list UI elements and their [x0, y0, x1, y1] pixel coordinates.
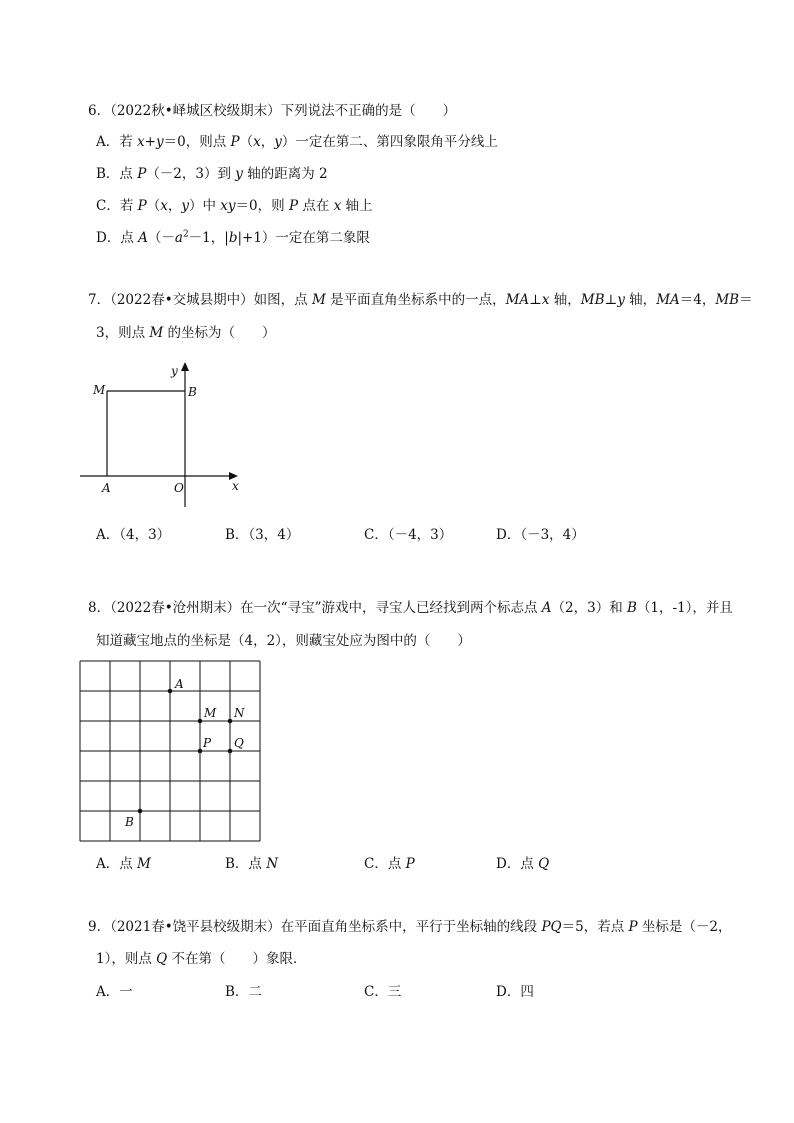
q8-option-d[interactable]: D．点 Q — [496, 856, 550, 872]
q7-stem-line1: 7．（2022春•交城县期中）如图，点 M 是平面直角坐标系中的一点，MA⊥x 轴，MB⊥y 轴，MA＝4，MB＝ — [88, 292, 753, 308]
label-a: A — [102, 481, 111, 495]
q9-option-d[interactable]: D．四 — [496, 984, 534, 1000]
q6-option-b[interactable]: B．点 P（－2，3）到 y 轴的距离为 2 — [96, 166, 328, 182]
q8-stem-line2: 知道藏宝地点的坐标是（4，2），则藏宝处应为图中的（ ） — [96, 633, 471, 649]
q7-option-c[interactable]: C．（－4，3） — [364, 527, 453, 543]
label-a: A — [175, 677, 184, 691]
q7-option-b[interactable]: B．（3，4） — [225, 527, 300, 543]
point-p — [198, 749, 203, 754]
q6-option-a[interactable]: A．若 x+y＝0，则点 P（x，y）一定在第二、第四象限角平分线上 — [96, 134, 498, 150]
q6-stem: 6．（2022秋•峄城区校级期末）下列说法不正确的是（ ） — [88, 103, 457, 119]
grid-lines — [80, 661, 260, 841]
q9-option-c[interactable]: C．三 — [364, 984, 402, 1000]
q8-option-b[interactable]: B．点 N — [225, 856, 279, 872]
q8-option-c[interactable]: C．点 P — [364, 856, 415, 872]
q7-stem-line2: 3，则点 M 的坐标为（ ） — [96, 325, 276, 341]
q7-option-d[interactable]: D．（－3，4） — [496, 527, 585, 543]
q9-option-b[interactable]: B．二 — [225, 984, 262, 1000]
point-m — [198, 719, 203, 724]
q9-stem-line1: 9．（2021春•饶平县校级期末）在平面直角坐标系中，平行于坐标轴的线段 PQ＝5，若点 P 坐标是（－2， — [88, 919, 732, 935]
point-a — [168, 689, 173, 694]
q6-option-d[interactable]: D．点 $A(-a^2-1$，|b|+1）一定在第二象限 — [96, 229, 370, 246]
q8-stem-line1: 8．（2022春•沧州期末）在一次“寻宝”游戏中，寻宝人已经找到两个标志点 A（2，3）和 B（1，-1），并且 — [88, 600, 733, 616]
q9-option-a[interactable]: A．一 — [96, 984, 133, 1000]
q7-option-a[interactable]: A．（4，3） — [96, 527, 171, 543]
q8-option-a[interactable]: A．点 M — [96, 856, 151, 872]
label-n: N — [234, 706, 245, 720]
label-x: x — [232, 479, 239, 493]
q9-stem-line2: 1），则点 Q 不在第（ ）象限． — [96, 951, 307, 967]
point-n — [228, 719, 233, 724]
label-p: P — [203, 736, 212, 750]
label-y: y — [171, 364, 178, 378]
label-m: M — [93, 383, 106, 397]
label-o: O — [174, 481, 184, 495]
label-m: M — [204, 706, 217, 720]
point-b — [138, 809, 143, 814]
q6-option-c[interactable]: C．若 P（x，y）中 xy＝0，则 P 点在 x 轴上 — [96, 198, 373, 214]
label-b: B — [188, 385, 197, 399]
label-q: Q — [234, 736, 244, 750]
point-q — [228, 749, 233, 754]
label-b: B — [125, 815, 134, 829]
